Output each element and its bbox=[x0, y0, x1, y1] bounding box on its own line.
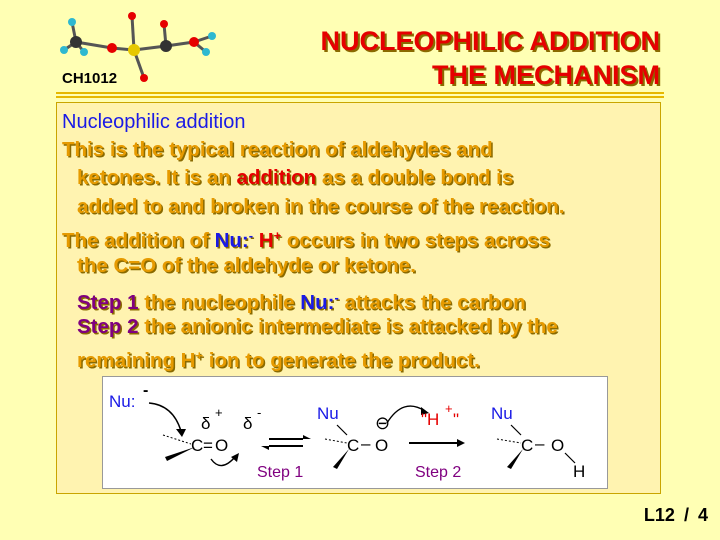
step-2-line-2: remaining H+ ion to generate the product. bbox=[77, 348, 480, 372]
paragraph-2-line-1: The addition of Nu:- H+ occurs in two steps across bbox=[62, 228, 551, 252]
divider bbox=[56, 92, 664, 94]
course-code: CH1012 bbox=[62, 70, 118, 87]
slide-number: L12 / 4 bbox=[643, 505, 708, 525]
curved-arrow-icon bbox=[387, 406, 425, 423]
svg-text:Nu: Nu bbox=[317, 404, 339, 423]
title-line-2: THE MECHANISM bbox=[432, 60, 660, 90]
step-2-line: Step 2 the anionic intermediate is attacked by the bbox=[77, 315, 558, 338]
svg-text:": " bbox=[453, 410, 460, 429]
svg-text:+: + bbox=[215, 405, 223, 420]
paragraph-1-line-3: added to and broken in the course of the reaction. bbox=[77, 195, 565, 218]
svg-text:"H: "H bbox=[421, 410, 440, 429]
step-1-line: Step 1 the nucleophile Nu:- attacks the carbon bbox=[77, 290, 526, 314]
step-2-label: Step 2 bbox=[77, 315, 139, 338]
nucleophile-term: Nu: bbox=[214, 229, 249, 252]
curved-arrow-icon bbox=[149, 403, 181, 431]
svg-text:Step 2: Step 2 bbox=[415, 464, 462, 481]
title-line-1: NUCLEOPHILIC ADDITION bbox=[320, 26, 660, 56]
svg-text:C: C bbox=[191, 436, 204, 455]
paragraph-1-line-1: This is the typical reaction of aldehydes and bbox=[62, 138, 493, 161]
step-1-label: Step 1 bbox=[77, 291, 139, 314]
addition-keyword: addition bbox=[236, 166, 317, 189]
paragraph-1-line-2: ketones. It is an addition as a double bond is bbox=[77, 166, 514, 189]
svg-text:=: = bbox=[203, 436, 213, 455]
svg-text:-: - bbox=[257, 405, 262, 420]
proton-term: H bbox=[258, 229, 274, 252]
svg-text:⊖: ⊖ bbox=[375, 413, 391, 433]
svg-text:–: – bbox=[361, 434, 371, 453]
svg-text:-: - bbox=[143, 382, 149, 399]
mechanism-scheme bbox=[102, 376, 608, 489]
paragraph-2-line-2: the C=O of the aldehyde or ketone. bbox=[77, 254, 416, 277]
svg-text:H: H bbox=[573, 462, 586, 481]
svg-text:C: C bbox=[521, 436, 534, 455]
svg-text:δ: δ bbox=[243, 414, 253, 433]
svg-text:δ: δ bbox=[201, 414, 211, 433]
divider bbox=[56, 96, 664, 98]
svg-text:O: O bbox=[375, 436, 389, 455]
curved-arrow-icon bbox=[211, 457, 235, 466]
svg-text:O: O bbox=[215, 436, 229, 455]
svg-text:Nu: Nu bbox=[491, 404, 513, 423]
svg-text:O: O bbox=[551, 436, 565, 455]
svg-text:C: C bbox=[347, 436, 360, 455]
svg-text:Nu:: Nu: bbox=[109, 392, 136, 411]
svg-text:+: + bbox=[445, 401, 453, 416]
section-heading: Nucleophilic addition bbox=[62, 111, 246, 133]
page-title bbox=[321, 24, 661, 92]
svg-text:–: – bbox=[535, 434, 545, 453]
svg-text:Step 1: Step 1 bbox=[257, 464, 304, 481]
